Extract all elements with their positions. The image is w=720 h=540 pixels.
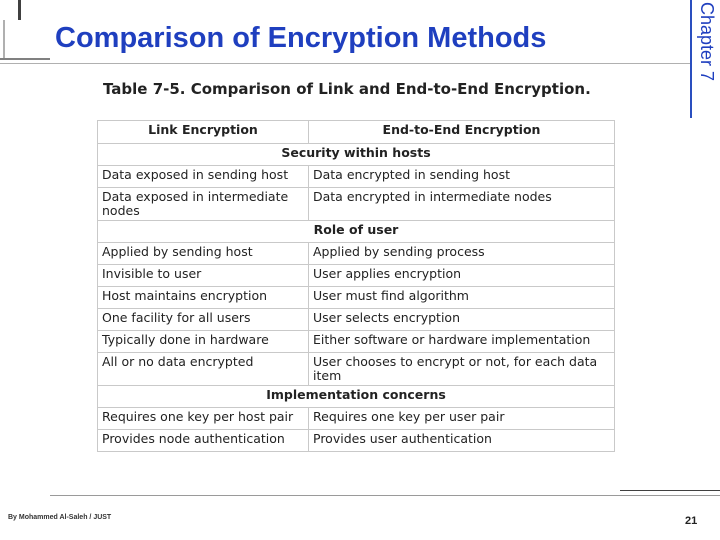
end-to-end-cell: Either software or hardware implementation (309, 331, 615, 353)
link-cell: Data exposed in sending host (98, 166, 309, 188)
section-row (98, 144, 615, 166)
section-title: Role of user (98, 221, 615, 243)
section-title: Implementation concerns (98, 386, 615, 408)
decorative-line (0, 58, 50, 60)
table-row (98, 287, 615, 309)
table-row (98, 408, 615, 430)
end-to-end-cell: User selects encryption (309, 309, 615, 331)
table-row (98, 188, 615, 221)
table-row (98, 265, 615, 287)
link-cell: Host maintains encryption (98, 287, 309, 309)
end-to-end-cell: Data encrypted in intermediate nodes (309, 188, 615, 221)
table-row (98, 309, 615, 331)
footer-author: By Mohammed Al-Saleh / JUST (8, 514, 112, 521)
column-header-end-to-end: End-to-End Encryption (309, 121, 615, 144)
table-row (98, 430, 615, 452)
section-row (98, 386, 615, 408)
table-caption: Table 7-5. Comparison of Link and End-to-End Encryption. (103, 80, 591, 98)
end-to-end-cell: Requires one key per user pair (309, 408, 615, 430)
end-to-end-cell: User applies encryption (309, 265, 615, 287)
link-cell: Typically done in hardware (98, 331, 309, 353)
section-title: Security within hosts (98, 144, 615, 166)
link-cell: Applied by sending host (98, 243, 309, 265)
section-row (98, 221, 615, 243)
link-cell: Data exposed in intermediate nodes (98, 188, 309, 221)
link-cell: One facility for all users (98, 309, 309, 331)
end-to-end-cell: Data encrypted in sending host (309, 166, 615, 188)
link-cell: All or no data encrypted (98, 353, 309, 386)
link-cell: Requires one key per host pair (98, 408, 309, 430)
table-header-row (98, 121, 615, 144)
end-to-end-cell: User must find algorithm (309, 287, 615, 309)
footer-divider (50, 495, 720, 496)
end-to-end-cell: User chooses to encrypt or not, for each data item (309, 353, 615, 386)
footer-decorative-line (620, 490, 720, 491)
slide-title: Comparison of Encryption Methods (55, 22, 547, 54)
link-cell: Invisible to user (98, 265, 309, 287)
column-header-link: Link Encryption (98, 121, 309, 144)
table-row (98, 331, 615, 353)
end-to-end-cell: Applied by sending process (309, 243, 615, 265)
table-row (98, 353, 615, 386)
decorative-bar (18, 0, 21, 20)
page-number: 21 (685, 515, 698, 527)
table-row (98, 166, 615, 188)
decorative-line (3, 20, 5, 60)
link-cell: Provides node authentication (98, 430, 309, 452)
end-to-end-cell: Provides user authentication (309, 430, 615, 452)
chapter-label: Chapter 7 (697, 2, 717, 82)
title-underline (0, 63, 690, 64)
comparison-table (97, 120, 615, 452)
table-row (98, 243, 615, 265)
